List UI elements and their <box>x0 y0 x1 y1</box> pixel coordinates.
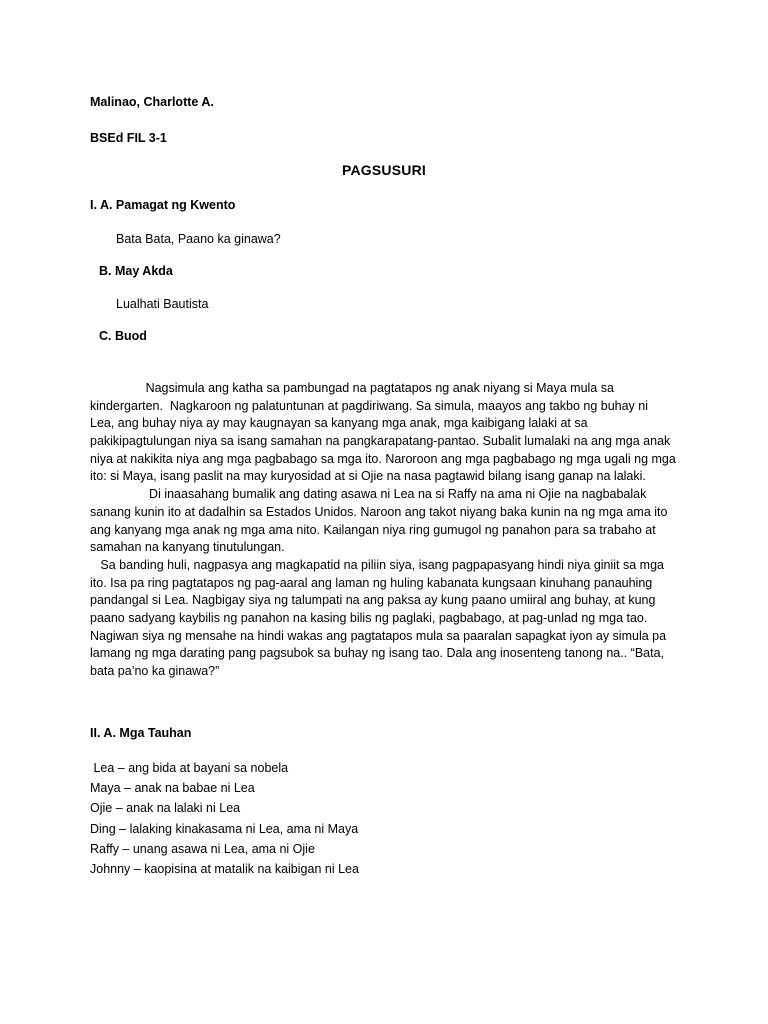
summary-line: niya at nakikita niya ang mga pagbabago sa mga ito. Naroroon ang mga pagbabago ng mga ugali ng mga <box>90 451 676 466</box>
character-item: Johnny – kaopisina at matalik na kaibigan ni Lea <box>90 861 359 876</box>
summary-line: ito: si Maya, isang paslit na may kuryosidad at si Ojie na nasa pagtawid bilang isang ganap na lalaki. <box>90 469 646 484</box>
author-of-story: Lualhati Bautista <box>116 297 209 311</box>
document-title: PAGSUSURI <box>342 162 426 178</box>
heading-mga-tauhan: II. A. Mga Tauhan <box>90 726 192 740</box>
summary-line: Sa banding huli, nagpasya ang magkapatid na piliin siya, isang pagpapasyang hindi niya giniit sa mga <box>90 557 664 572</box>
summary-line: Di inaasahang bumalik ang dating asawa ni Lea na si Raffy na ama ni Ojie na nagbabalak <box>90 487 647 502</box>
summary-line: samahan na kanyang tinutulungan. <box>90 540 285 555</box>
summary-line: pakikipagtulungan niya sa isang samahan na pangkarapatang-pantao. Subalit lumalaki na ang mga anak <box>90 434 671 449</box>
story-title: Bata Bata, Paano ka ginawa? <box>116 232 281 246</box>
summary-line: Nagsimula ang katha sa pambungad na pagtatapos ng anak niyang si Maya mula sa <box>90 381 614 395</box>
summary-paragraphs <box>90 380 680 681</box>
heading-may-akda: B. May Akda <box>99 264 173 278</box>
summary-line: paano sadyang kaybilis ng panahon na kasing bilis ng paglaki, pagbabago, at pag-unlad ng mga tao. <box>90 610 648 625</box>
summary-line: Nagiwan siya ng mensahe na hindi wakas ang pagtatapos mula sa paaralan sapagkat iyon ay simula pa <box>90 628 667 643</box>
character-list <box>90 758 359 879</box>
summary-line: lamang ng mga darating pang pagsubok sa buhay ng isang tao. Dala ang inosenteng tanong na.. “Bata, <box>90 646 665 661</box>
character-item: Lea – ang bida at bayani sa nobela <box>90 761 289 775</box>
summary-line: Lea, ang buhay niya ay may kaugnayan sa kanyang mga anak, mga kaibigang lalaki at sa <box>90 416 588 431</box>
summary-line: sanang kunin ito at dadalhin sa Estados Unidos. Naroon ang takot niyang baka kunin na ng mga ama ito <box>90 504 668 519</box>
summary-line: bata pa’no ka ginawa?” <box>90 664 220 678</box>
character-item: Ojie – anak na lalaki ni Lea <box>90 801 241 816</box>
character-item: Maya – anak na babae ni Lea <box>90 781 255 796</box>
course-section: BSEd FIL 3-1 <box>90 131 167 145</box>
character-item: Ding – lalaking kinakasama ni Lea, ama ni Maya <box>90 821 359 836</box>
summary-line: pandangal si Lea. Nagbigay siya ng talumpati na ang paksa ay kung paano umiiral ang buhay, at kung <box>90 593 656 608</box>
author-name: Malinao, Charlotte A. <box>90 95 214 109</box>
heading-pamagat: I. A. Pamagat ng Kwento <box>90 198 236 212</box>
summary-line: kindergarten. Nagkaroon ng palatuntunan at pagdiriwang. Sa simula, maayos ang takbo ng buhay ni <box>90 398 649 413</box>
heading-buod: C. Buod <box>99 329 147 343</box>
summary-line: ito. Isa pa ring pagtatapos ng pag-aaral ang laman ng huling kabanata kungsaan kinuhang panauhing <box>90 575 653 590</box>
character-item: Raffy – unang asawa ni Lea, ama ni Ojie <box>90 841 315 856</box>
summary-line: ang kanyang mga anak ng mga ama nito. Kailangan niya ring gumugol ng panahon para sa trabaho at <box>90 522 656 537</box>
